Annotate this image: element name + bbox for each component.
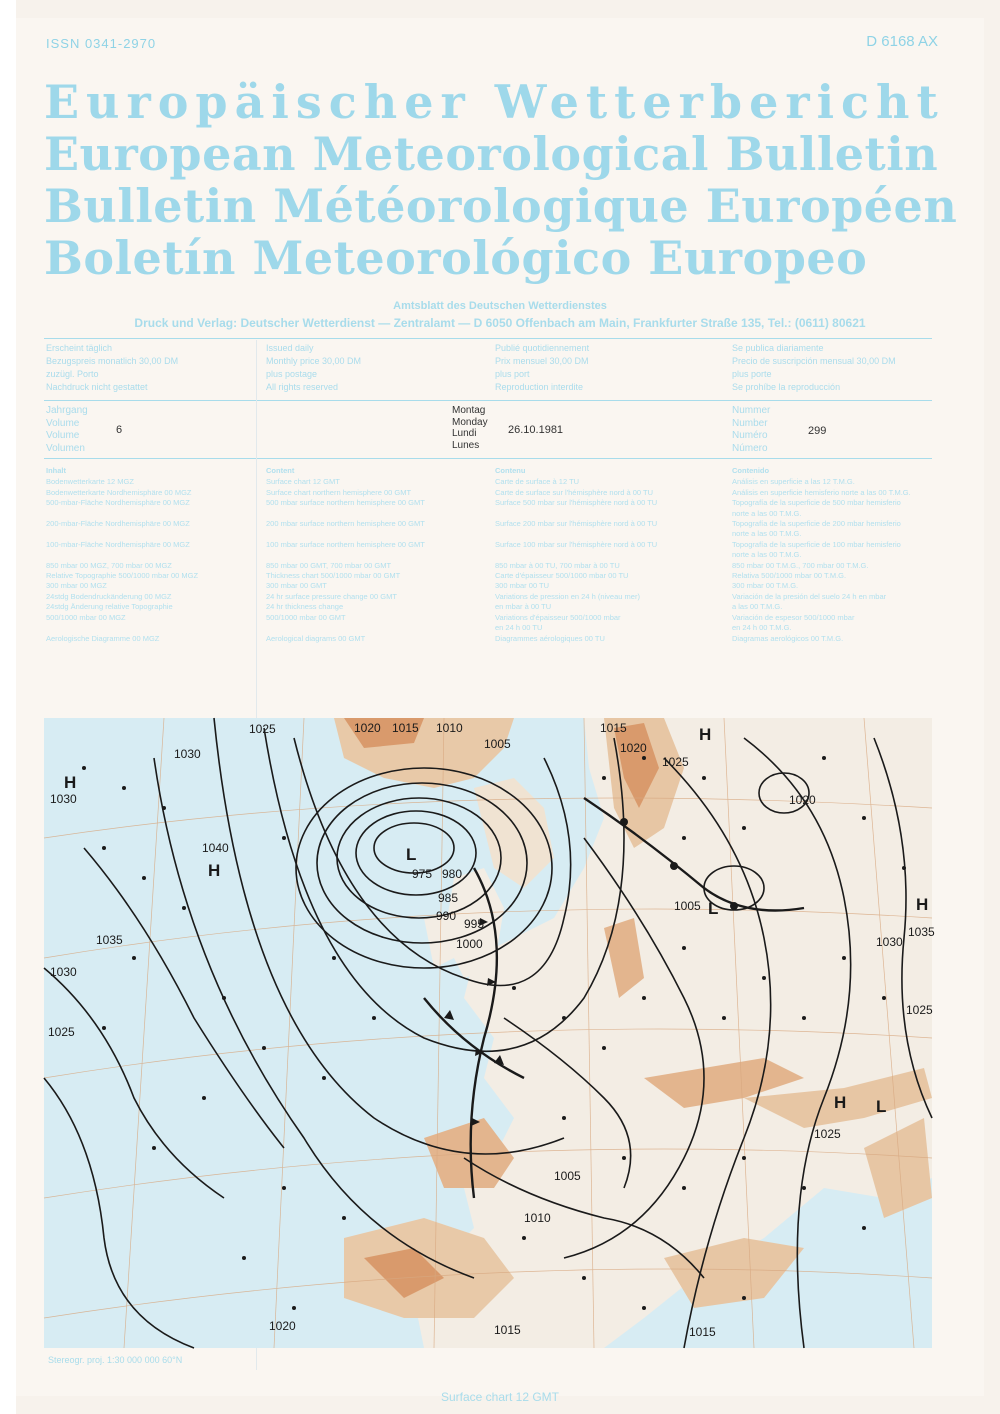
number-labels: Nummer Number Numéro Número bbox=[732, 405, 771, 454]
isobar-label: 990 bbox=[436, 909, 457, 923]
volume-labels: Jahrgang Volume Volume Volumen bbox=[46, 405, 88, 454]
isobar-label: 1025 bbox=[249, 722, 276, 736]
weather-map-svg bbox=[44, 718, 935, 1348]
issn-number: ISSN 0341-2970 bbox=[46, 36, 157, 51]
title-french: Bulletin Météorologique Européen bbox=[44, 179, 958, 233]
contents-de: Inhalt Bodenwetterkarte 12 MGZ Bodenwetterkarte Nordhemisphäre 00 MGZ 500-mbar-Fläche Nordhemisphäre 00 MGZ 200-mbar-Fläche Nordhemisphäre 00 MGZ 100-mbar-Fläche Nordhemisphäre 00 MGZ 850 mbar 00 MGZ, 700 mbar 00 MGZ Relative Topographie 500/1000 mbar 00 MGZ 300 mbar 00 MGZ 24stdg Bodendruckänderung 00 MGZ 24stdg Änderung relative Topographie 500/1000 mbar 00 MGZ Aerologische Diagramme 00 MGZ bbox=[46, 466, 199, 643]
high-pressure-center: H bbox=[208, 861, 221, 880]
surface-chart-map bbox=[44, 718, 935, 1348]
isobar-label: 1035 bbox=[908, 925, 935, 939]
isobar-label: 1010 bbox=[524, 1211, 551, 1225]
publication-code: D 6168 AX bbox=[866, 33, 938, 50]
isobar-label: 1005 bbox=[674, 899, 701, 913]
low-pressure-center: L bbox=[708, 899, 719, 918]
issue-number: 299 bbox=[808, 425, 827, 437]
publisher-line: Druck und Verlag: Deutscher Wetterdienst — Zentralamt — D 6050 Offenbach am Main, Frankfurter Straße 135, Tel.: (0611) 80621 bbox=[134, 316, 866, 330]
subscription-en: Issued daily Monthly price 30,00 DM plus postage All rights reserved bbox=[266, 343, 362, 392]
high-pressure-center: H bbox=[699, 725, 712, 744]
isobar-label: 1030 bbox=[50, 965, 77, 979]
isobar-label: 1040 bbox=[202, 841, 229, 855]
isobar-label: 1035 bbox=[96, 933, 123, 947]
issue-date: 26.10.1981 bbox=[508, 424, 564, 436]
official-note: Amtsblatt des Deutschen Wetterdienstes bbox=[393, 300, 607, 312]
subscription-es: Se publica diariamente Precio de suscripción mensual 30,00 DM plus porte Se prohíbe la reproducción bbox=[732, 343, 896, 392]
contents-fr: Contenu Carte de surface à 12 TU Carte de surface sur l'hémisphère nord à 00 TU Surface 500 mbar sur l'hémisphère nord à 00 TU Surface 200 mbar sur l'hémisphère nord à 00 TU Surface 100 mbar sur l'hémisphère nord à 00 TU 850 mbar à 00 TU, 700 mbar à 00 TU Carte d'épaisseur 500/1000 mbar 00 TU 300 mbar 00 TU Variations de pression en 24 h (niveau mer) en mbar à 00 TU Variations d'épaisseur 500/1000 mbar en 24 h 00 TU Diagrammes aérologiques 00 TU bbox=[495, 466, 658, 643]
high-pressure-center: H bbox=[64, 773, 77, 792]
title-block bbox=[44, 75, 958, 285]
isobar-label: 1020 bbox=[620, 741, 647, 755]
volume-value: 6 bbox=[116, 424, 123, 436]
subscription-de: Erscheint täglich Bezugspreis monatlich 30,00 DM zuzügl. Porto Nachdruck nicht gestattet bbox=[46, 343, 179, 392]
projection-note: Stereogr. proj. 1:30 000 000 60°N bbox=[48, 1355, 183, 1365]
isobar-label: 1025 bbox=[662, 755, 689, 769]
isobar-label: 995 bbox=[464, 917, 485, 931]
title-german: Europäischer Wetterbericht bbox=[44, 75, 945, 129]
low-pressure-center: L bbox=[876, 1097, 887, 1116]
isobar-label: 1020 bbox=[269, 1319, 296, 1333]
high-pressure-center: H bbox=[916, 895, 929, 914]
left-margin bbox=[0, 0, 16, 1414]
isobar-label: 1015 bbox=[494, 1323, 521, 1337]
divider bbox=[44, 458, 932, 459]
isobar-label: 1015 bbox=[392, 721, 419, 735]
weekday-labels: Montag Monday Lundi Lunes bbox=[452, 405, 488, 451]
isobar-label: 1015 bbox=[600, 721, 627, 735]
isobar-label: 1015 bbox=[689, 1325, 716, 1339]
isobar-label: 1030 bbox=[876, 935, 903, 949]
low-pressure-center: L bbox=[406, 845, 417, 864]
contents-en: Content Surface chart 12 GMT Surface chart northern hemisphere 00 GMT 500 mbar surface northern hemisphere 00 GMT 200 mbar surface northern hemisphere 00 GMT 100 mbar surface northern hemisphere 00 GMT 850 mbar 00 GMT, 700 mbar 00 GMT Thickness chart 500/1000 mbar 00 GMT 300 mbar 00 GMT 24 hr surface pressure change 00 GMT 24 hr thickness change 500/1000 mbar 00 GMT Aerological diagrams 00 GMT bbox=[266, 466, 425, 643]
isobar-label: 1025 bbox=[906, 1003, 933, 1017]
isobar-label: 1030 bbox=[174, 747, 201, 761]
title-spanish: Boletín Meteorológico Europeo bbox=[44, 231, 868, 285]
isobar-label: 1025 bbox=[814, 1127, 841, 1141]
isobar-label: 1030 bbox=[50, 792, 77, 806]
isobar-label: 1000 bbox=[456, 937, 483, 951]
divider bbox=[44, 338, 932, 339]
isobar-label: 1005 bbox=[554, 1169, 581, 1183]
isobar-label: 1020 bbox=[354, 721, 381, 735]
isobar-label: 1010 bbox=[436, 721, 463, 735]
subscription-fr: Publié quotidiennement Prix mensuel 30,00 DM plus port Reproduction interdite bbox=[495, 343, 590, 392]
divider bbox=[44, 400, 932, 401]
isobar-label: 975 bbox=[412, 867, 433, 881]
chart-caption: Surface chart 12 GMT bbox=[440, 1390, 560, 1404]
contents-es: Contenido Análisis en superficie a las 12 T.M.G. Análisis en superficie hemisferio norte a las 00 T.M.G. Topografía de la superficie de 500 mbar hemisferio norte a las 00 T.M.G. Topografía de la superficie de 200 mbar hemisferio norte a las 00 T.M.G. Topografía de la superficie de 100 mbar hemisferio norte a las 00 T.M.G. 850 mbar 00 T.M.G., 700 mbar 00 T.M.G. Relativa 500/1000 mbar 00 T.M.G. 300 mbar 00 T.M.G. Variación de la presión del suelo 24 h en mbar a las 00 T.M.G. Variación de espesor 500/1000 mbar en 24 h 00 T.M.G. Diagramas aerológicos 00 T.M.G. bbox=[732, 466, 911, 643]
title-english: European Meteorological Bulletin bbox=[44, 127, 939, 181]
isobar-label: 1025 bbox=[48, 1025, 75, 1039]
high-pressure-center: H bbox=[834, 1093, 847, 1112]
isobar-label: 985 bbox=[438, 891, 459, 905]
isobar-label: 1020 bbox=[789, 793, 816, 807]
isobar-label: 980 bbox=[442, 867, 463, 881]
isobar-label: 1005 bbox=[484, 737, 511, 751]
